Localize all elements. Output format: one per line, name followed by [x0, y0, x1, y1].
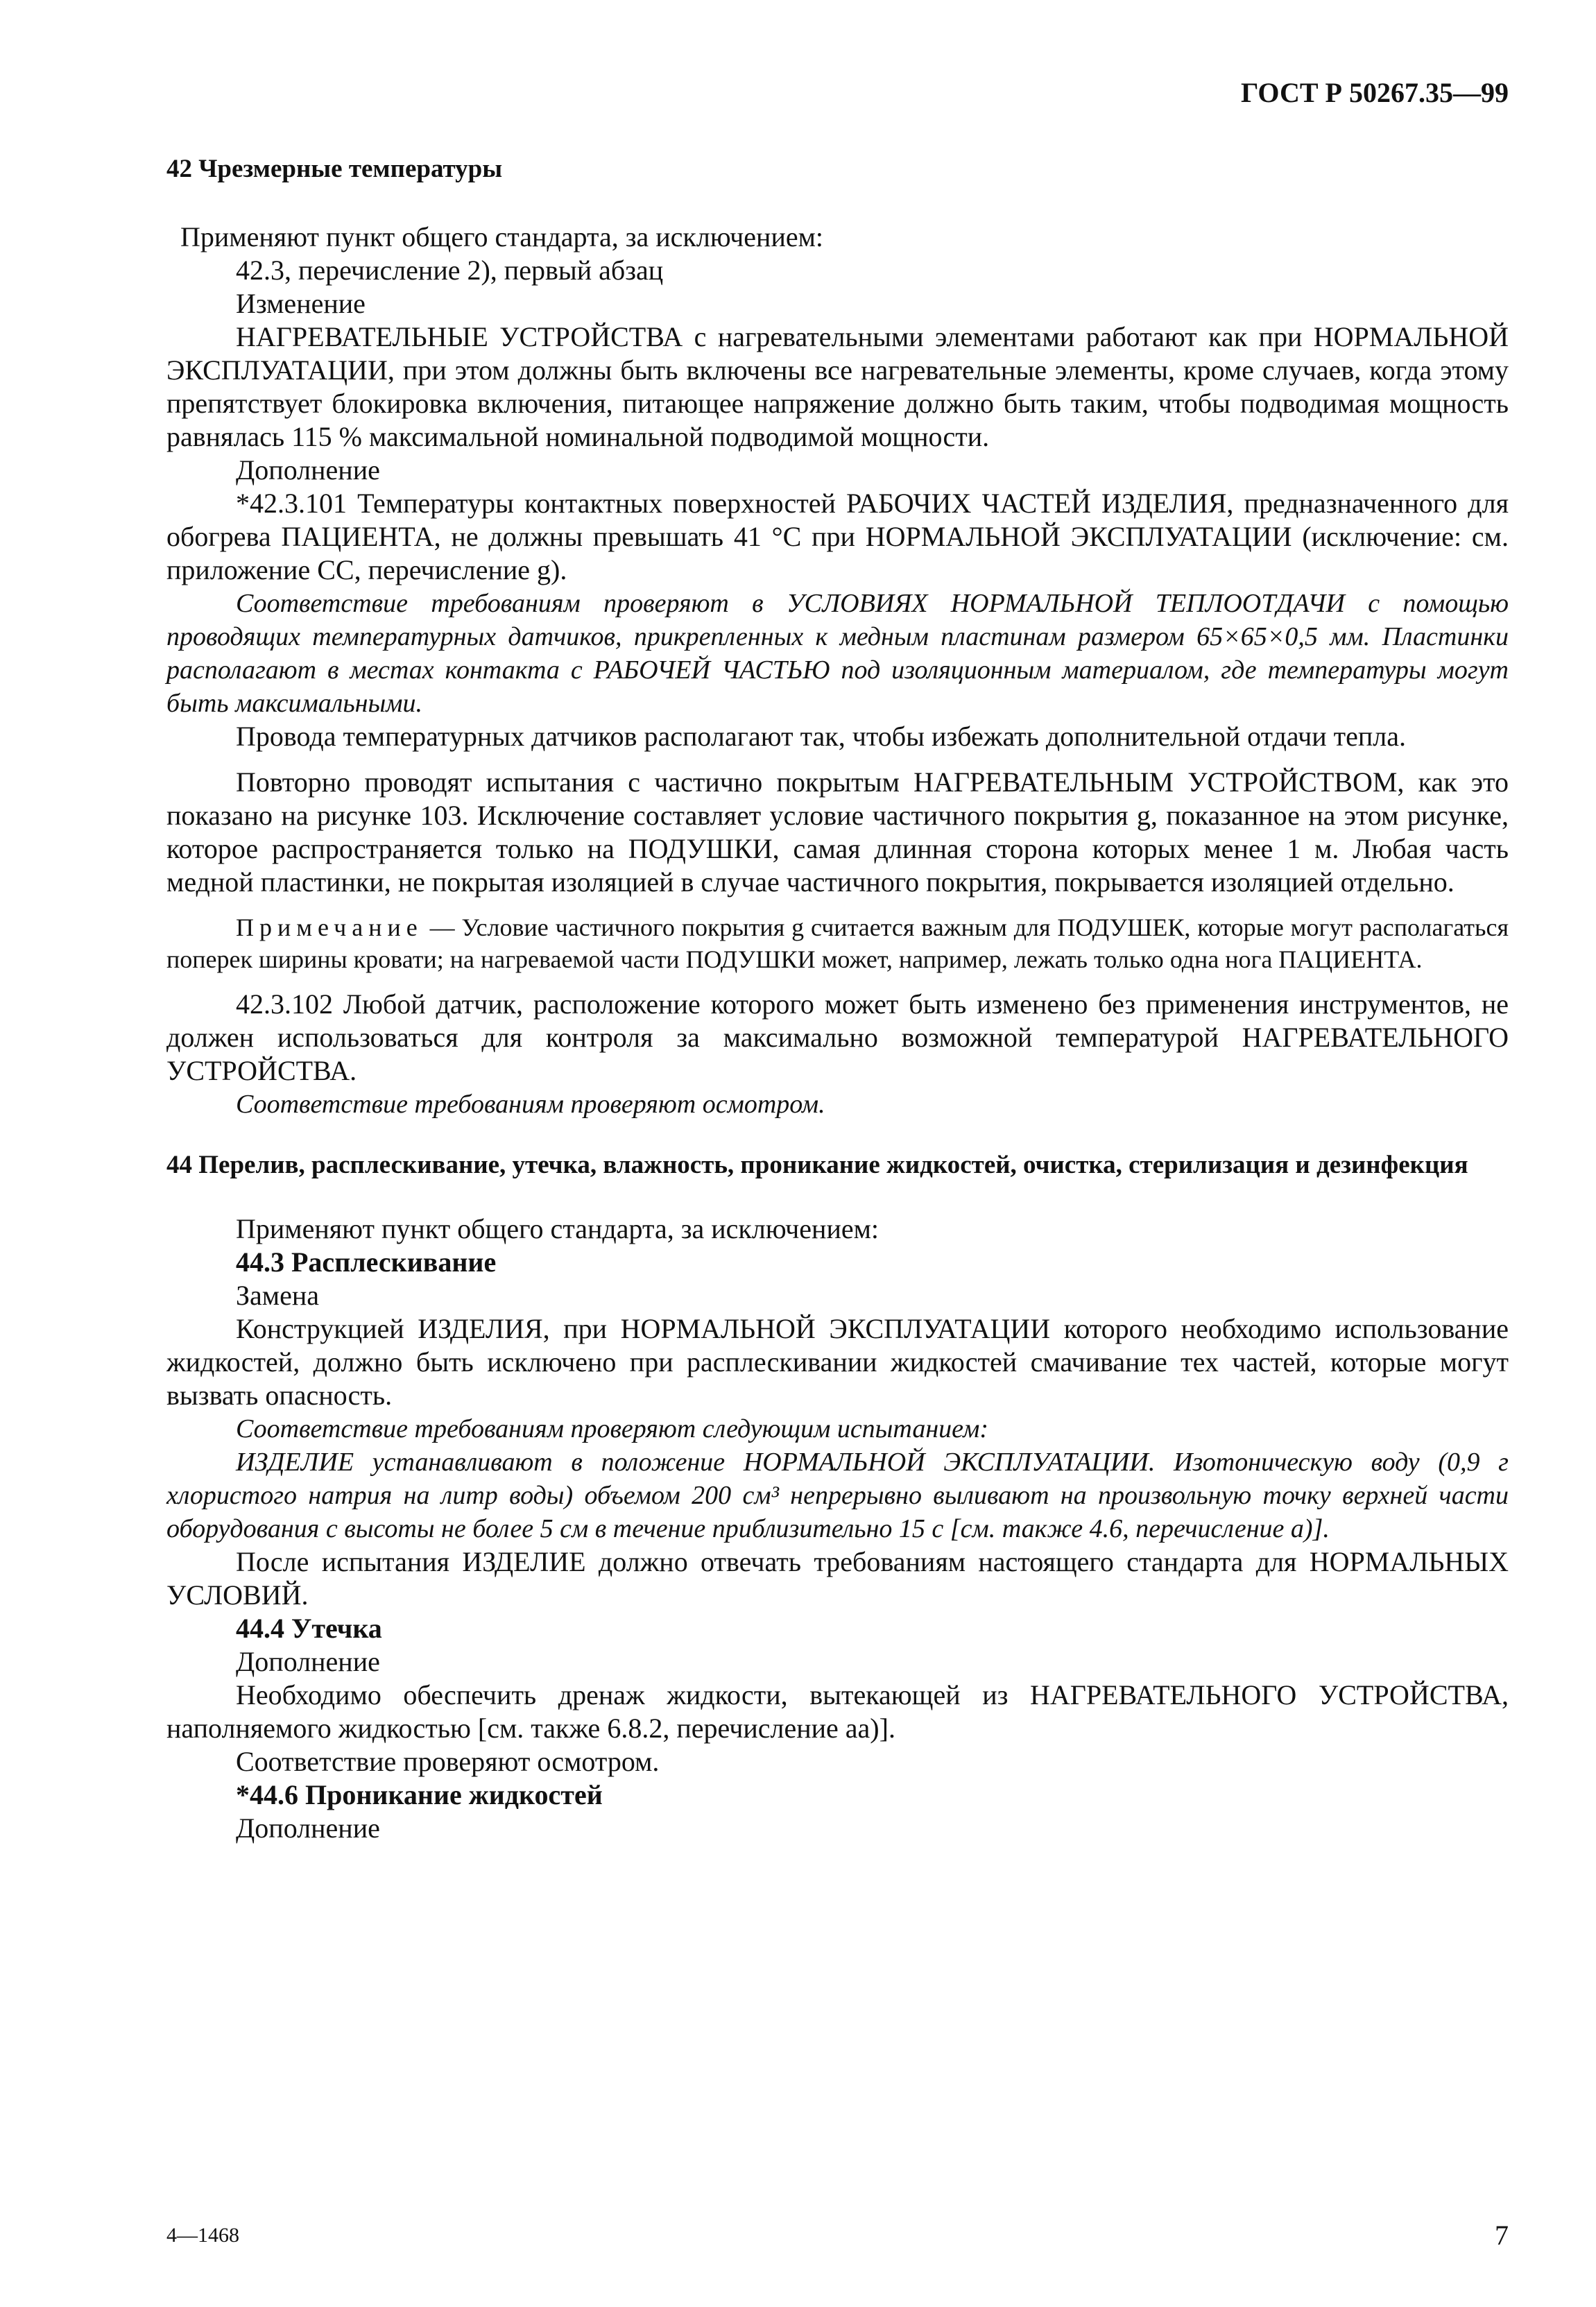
- paragraph: После испытания ИЗДЕЛИЕ должно отвечать требованиям настоящего стандарта для НОРМАЛЬНЫХ УСЛОВИЙ.: [166, 1546, 1509, 1611]
- text-line: Замена: [236, 1280, 320, 1311]
- text-line: Дополнение: [236, 1646, 380, 1677]
- paragraph: Провода температурных датчиков располагают так, чтобы избежать дополнительной отдачи тепла.: [236, 721, 1406, 752]
- paragraph: НАГРЕВАТЕЛЬНЫЕ УСТРОЙСТВА с нагревательными элементами работают как при НОРМАЛЬНОЙ ЭКСПЛУАТАЦИИ, при этом должны быть включены все нагревательные элементы, кроме случаев, когда этому препятствует блокировка включения, питающее напряжение должно быть таким, чтобы подводимая мощность равнялась 115 % максимальной номинальной подводимой мощности.: [166, 321, 1509, 452]
- paragraph-italic: ИЗДЕЛИЕ устанавливают в положение НОРМАЛЬНОЙ ЭКСПЛУАТАЦИИ. Изотоническую воду (0,9 г хлористого натрия на литр воды) объемом 200 см³ непрерывно выливают на произвольную точку верхней части оборудования с высоты не более 5 см в течение приблизительно 15 с [см. также 4.6, перечисление а)].: [166, 1448, 1509, 1543]
- note-text: — Условие частичного покрытия g считается важным для ПОДУШЕК, которые могут располагаться поперек ширины кровати; на нагреваемой части ПОДУШКИ может, например, лежать только одна нога ПАЦИЕНТА.: [166, 914, 1509, 973]
- document-body: [166, 153, 1509, 1845]
- subsection-title: *44.6 Проникание жидкостей: [236, 1779, 603, 1810]
- print-code: 4—1468: [166, 2224, 239, 2247]
- text-line: Дополнение: [236, 454, 380, 486]
- text-line: Применяют пункт общего стандарта, за исключением:: [236, 1213, 879, 1244]
- paragraph: Повторно проводят испытания с частично покрытым НАГРЕВАТЕЛЬНЫМ УСТРОЙСТВОМ, как это показано на рисунке 103. Исключение составляет условие частичного покрытия g, показанное на этом рисунке, которое распространяется только на ПОДУШКИ, самая длинная сторона которых менее 1 м. Любая часть медной пластинки, не покрытая изоляцией в случае частичного покрытия, покрывается изоляцией отдельно.: [166, 766, 1509, 898]
- paragraph: Необходимо обеспечить дренаж жидкости, вытекающей из НАГРЕВАТЕЛЬНОГО УСТРОЙСТВА, наполняемого жидкостью [см. также 6.8.2, перечисление аа)].: [166, 1679, 1509, 1744]
- subsection-title: 44.4 Утечка: [236, 1613, 382, 1644]
- paragraph: Конструкцией ИЗДЕЛИЯ, при НОРМАЛЬНОЙ ЭКСПЛУАТАЦИИ которого необходимо использование жидкостей, должно быть исключено при расплескивании жидкостей смачивание тех частей, которые могут вызвать опасность.: [166, 1313, 1509, 1411]
- text-line: Изменение: [236, 288, 366, 319]
- text-line: Дополнение: [236, 1812, 380, 1844]
- paragraph: 42.3.102 Любой датчик, расположение которого может быть изменено без применения инструментов, не должен использоваться для контроля за максимально возможной температурой НАГРЕВАТЕЛЬНОГО УСТРОЙСТВА.: [166, 988, 1509, 1086]
- page-number: 7: [1495, 2220, 1509, 2251]
- document-page: [166, 69, 1509, 2261]
- text-line: Соответствие проверяют осмотром.: [236, 1746, 660, 1777]
- text-line: 42.3, перечисление 2), первый абзац: [236, 255, 664, 286]
- section-title-42: 42 Чрезмерные температуры: [166, 155, 503, 183]
- document-code: ГОСТ Р 50267.35—99: [1240, 77, 1509, 108]
- text-line: Применяют пункт общего стандарта, за исключением:: [180, 221, 824, 252]
- paragraph: *42.3.101 Температуры контактных поверхностей РАБОЧИХ ЧАСТЕЙ ИЗДЕЛИЯ, предназначенного для обогрева ПАЦИЕНТА, не должны превышать 41 °С при НОРМАЛЬНОЙ ЭКСПЛУАТАЦИИ (исключение: см. приложение СС, перечисление g).: [166, 488, 1509, 585]
- text-line-italic: Соответствие требованиям проверяют следующим испытанием:: [236, 1414, 989, 1443]
- text-line-italic: Соответствие требованиям проверяют осмотром.: [236, 1090, 825, 1119]
- note: [166, 911, 1509, 975]
- section-title-44: 44 Перелив, расплескивание, утечка, влажность, проникание жидкостей, очистка, стерилизация и дезинфекция: [166, 1151, 1468, 1179]
- subsection-title: 44.3 Расплескивание: [236, 1246, 497, 1278]
- note-label: Примечание: [236, 914, 423, 941]
- paragraph-italic: Соответствие требованиям проверяют в УСЛОВИЯХ НОРМАЛЬНОЙ ТЕПЛООТДАЧИ с помощью проводящих температурных датчиков, прикрепленных к медным пластинам размером 65×65×0,5 мм. Пластинки располагают в местах контакта с РАБОЧЕЙ ЧАСТЬЮ под изоляционным материалом, где температуры могут быть максимальными.: [166, 589, 1509, 718]
